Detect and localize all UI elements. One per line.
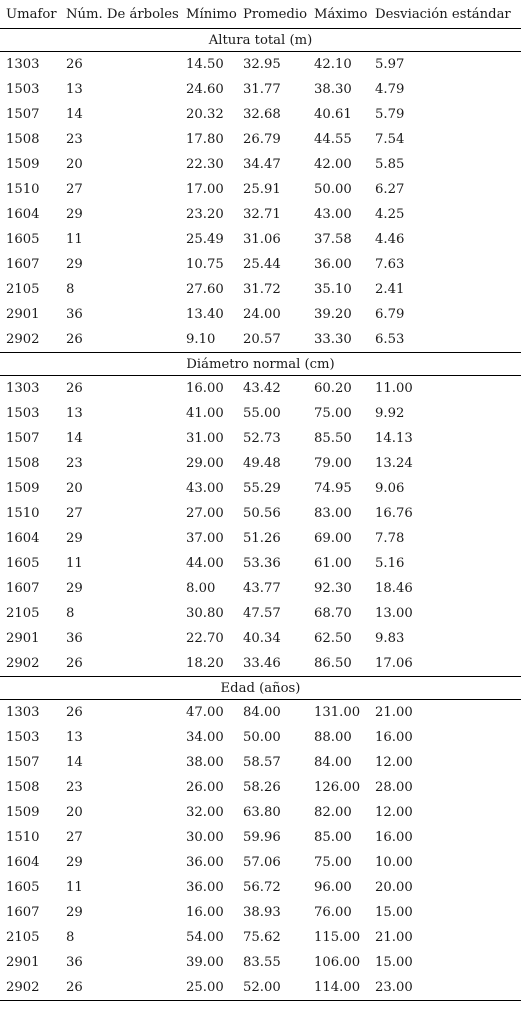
desviacion-cell: 21.00 [375, 705, 413, 720]
table-row [0, 52, 521, 78]
maximo-cell: 88.00 [314, 730, 352, 745]
section-title: Edad (años) [0, 677, 521, 700]
desviacion-cell: 12.00 [375, 805, 413, 820]
umafor-cell: 1503 [6, 406, 40, 421]
minimo-cell: 17.00 [186, 182, 224, 197]
umafor-cell: 1605 [6, 880, 40, 895]
table-row [0, 850, 521, 875]
num-arboles-cell: 36 [66, 631, 83, 646]
num-arboles-cell: 26 [66, 975, 186, 1001]
desviacion-cell: 5.16 [375, 556, 405, 571]
maximo-cell: 92.30 [314, 581, 352, 596]
promedio-cell: 33.46 [243, 651, 314, 677]
minimo-cell: 16.00 [186, 905, 224, 920]
column-header-num-arboles: Núm. De árboles [66, 0, 186, 29]
minimo-cell: 36.00 [186, 880, 224, 895]
maximo-cell: 131.00 [314, 705, 361, 720]
maximo-cell: 61.00 [314, 556, 352, 571]
column-header-desviacion: Desviación estándar [375, 0, 521, 29]
table-row [0, 77, 521, 102]
num-arboles-cell: 26 [66, 651, 186, 677]
umafor-cell: 2105 [6, 606, 40, 621]
maximo-cell: 36.00 [314, 257, 352, 272]
table-row [0, 451, 521, 476]
minimo-cell: 23.20 [186, 207, 224, 222]
promedio-cell: 31.77 [243, 82, 281, 97]
minimo-cell: 22.70 [186, 631, 224, 646]
header-row [0, 0, 521, 29]
desviacion-cell: 14.13 [375, 431, 413, 446]
table-row [0, 177, 521, 202]
desviacion-cell: 9.92 [375, 406, 405, 421]
promedio-cell: 25.91 [243, 182, 281, 197]
num-arboles-cell: 27 [66, 506, 83, 521]
table-row [0, 576, 521, 601]
umafor-cell: 1303 [6, 705, 40, 720]
maximo-cell: 115.00 [314, 930, 361, 945]
maximo-cell: 84.00 [314, 755, 352, 770]
maximo-cell: 85.50 [314, 431, 352, 446]
desviacion-cell: 11.00 [375, 381, 413, 396]
minimo-cell: 22.30 [186, 157, 224, 172]
num-arboles-cell: 29 [66, 531, 83, 546]
minimo-cell: 20.32 [186, 107, 224, 122]
umafor-cell: 1503 [6, 82, 40, 97]
table-body [0, 29, 521, 1001]
maximo-cell: 86.50 [314, 651, 375, 677]
promedio-cell: 20.57 [243, 327, 314, 353]
table-row [0, 152, 521, 177]
umafor-cell: 1510 [6, 830, 40, 845]
desviacion-cell: 7.63 [375, 257, 405, 272]
desviacion-cell: 23.00 [375, 975, 521, 1001]
umafor-cell: 1508 [6, 780, 40, 795]
promedio-cell: 24.00 [243, 307, 281, 322]
umafor-cell: 1503 [6, 730, 40, 745]
table-row [0, 252, 521, 277]
table-row [0, 376, 521, 402]
maximo-cell: 33.30 [314, 327, 375, 353]
promedio-cell: 55.00 [243, 406, 281, 421]
section-title: Diámetro normal (cm) [0, 353, 521, 376]
minimo-cell: 44.00 [186, 556, 224, 571]
maximo-cell: 106.00 [314, 955, 361, 970]
promedio-cell: 43.77 [243, 581, 281, 596]
column-header-maximo: Máximo [314, 0, 375, 29]
table-row [0, 476, 521, 501]
maximo-cell: 82.00 [314, 805, 352, 820]
table-row [0, 227, 521, 252]
umafor-cell: 1605 [6, 232, 40, 247]
num-arboles-cell: 29 [66, 581, 83, 596]
umafor-cell: 1508 [6, 456, 40, 471]
maximo-cell: 75.00 [314, 406, 352, 421]
minimo-cell: 25.00 [186, 975, 243, 1001]
desviacion-cell: 16.76 [375, 506, 413, 521]
num-arboles-cell: 36 [66, 307, 83, 322]
desviacion-cell: 4.25 [375, 207, 405, 222]
maximo-cell: 74.95 [314, 481, 352, 496]
minimo-cell: 54.00 [186, 930, 224, 945]
num-arboles-cell: 14 [66, 431, 83, 446]
minimo-cell: 27.00 [186, 506, 224, 521]
promedio-cell: 38.93 [243, 905, 281, 920]
maximo-cell: 42.10 [314, 57, 352, 72]
umafor-cell: 1510 [6, 182, 40, 197]
umafor-cell: 1605 [6, 556, 40, 571]
maximo-cell: 35.10 [314, 282, 352, 297]
maximo-cell: 42.00 [314, 157, 352, 172]
table-row [0, 277, 521, 302]
promedio-cell: 25.44 [243, 257, 281, 272]
desviacion-cell: 16.00 [375, 830, 413, 845]
umafor-cell: 1509 [6, 805, 40, 820]
promedio-cell: 58.57 [243, 755, 281, 770]
promedio-cell: 50.00 [243, 730, 281, 745]
section-header-row [0, 353, 521, 376]
table-row [0, 975, 521, 1001]
section-header-row [0, 29, 521, 52]
column-header-minimo: Mínimo [186, 0, 243, 29]
minimo-cell: 32.00 [186, 805, 224, 820]
umafor-cell: 1507 [6, 755, 40, 770]
promedio-cell: 84.00 [243, 705, 281, 720]
promedio-cell: 32.95 [243, 57, 281, 72]
minimo-cell: 39.00 [186, 955, 224, 970]
maximo-cell: 50.00 [314, 182, 352, 197]
num-arboles-cell: 11 [66, 880, 83, 895]
promedio-cell: 56.72 [243, 880, 281, 895]
num-arboles-cell: 11 [66, 232, 83, 247]
num-arboles-cell: 8 [66, 282, 75, 297]
column-header-promedio: Promedio [243, 0, 314, 29]
column-header-umafor: Umafor [0, 0, 66, 29]
table-row [0, 775, 521, 800]
num-arboles-cell: 29 [66, 207, 83, 222]
umafor-cell: 2901 [6, 955, 40, 970]
maximo-cell: 79.00 [314, 456, 352, 471]
table-row [0, 700, 521, 726]
minimo-cell: 14.50 [186, 57, 224, 72]
promedio-cell: 52.00 [243, 975, 314, 1001]
minimo-cell: 37.00 [186, 531, 224, 546]
table-row [0, 875, 521, 900]
umafor-cell: 1607 [6, 257, 40, 272]
section-header-row [0, 677, 521, 700]
num-arboles-cell: 13 [66, 82, 83, 97]
maximo-cell: 126.00 [314, 780, 361, 795]
umafor-cell: 1507 [6, 431, 40, 446]
umafor-cell: 1303 [6, 381, 40, 396]
desviacion-cell: 16.00 [375, 730, 413, 745]
maximo-cell: 69.00 [314, 531, 352, 546]
promedio-cell: 51.26 [243, 531, 281, 546]
minimo-cell: 31.00 [186, 431, 224, 446]
promedio-cell: 32.71 [243, 207, 281, 222]
minimo-cell: 9.10 [186, 327, 243, 353]
table-row [0, 302, 521, 327]
table-row [0, 551, 521, 576]
promedio-cell: 50.56 [243, 506, 281, 521]
desviacion-cell: 6.79 [375, 307, 405, 322]
table-row [0, 426, 521, 451]
table-row [0, 102, 521, 127]
umafor-cell: 1508 [6, 132, 40, 147]
promedio-cell: 57.06 [243, 855, 281, 870]
minimo-cell: 18.20 [186, 651, 243, 677]
minimo-cell: 25.49 [186, 232, 224, 247]
table-row [0, 401, 521, 426]
promedio-cell: 34.47 [243, 157, 281, 172]
desviacion-cell: 20.00 [375, 880, 413, 895]
table-row [0, 950, 521, 975]
umafor-cell: 1604 [6, 855, 40, 870]
maximo-cell: 83.00 [314, 506, 352, 521]
promedio-cell: 59.96 [243, 830, 281, 845]
num-arboles-cell: 23 [66, 456, 83, 471]
desviacion-cell: 15.00 [375, 955, 413, 970]
desviacion-cell: 2.41 [375, 282, 405, 297]
table-row [0, 202, 521, 227]
maximo-cell: 114.00 [314, 975, 375, 1001]
desviacion-cell: 5.79 [375, 107, 405, 122]
table-row [0, 725, 521, 750]
promedio-cell: 49.48 [243, 456, 281, 471]
desviacion-cell: 13.24 [375, 456, 413, 471]
desviacion-cell: 9.83 [375, 631, 405, 646]
maximo-cell: 39.20 [314, 307, 352, 322]
umafor-cell: 1604 [6, 207, 40, 222]
maximo-cell: 38.30 [314, 82, 352, 97]
table-row [0, 601, 521, 626]
num-arboles-cell: 20 [66, 481, 83, 496]
num-arboles-cell: 8 [66, 930, 75, 945]
maximo-cell: 37.58 [314, 232, 352, 247]
maximo-cell: 40.61 [314, 107, 352, 122]
desviacion-cell: 5.97 [375, 57, 405, 72]
num-arboles-cell: 26 [66, 381, 83, 396]
umafor-cell: 2901 [6, 307, 40, 322]
table-row [0, 327, 521, 353]
minimo-cell: 24.60 [186, 82, 224, 97]
minimo-cell: 30.80 [186, 606, 224, 621]
promedio-cell: 55.29 [243, 481, 281, 496]
desviacion-cell: 6.53 [375, 327, 521, 353]
promedio-cell: 47.57 [243, 606, 281, 621]
promedio-cell: 53.36 [243, 556, 281, 571]
promedio-cell: 75.62 [243, 930, 281, 945]
desviacion-cell: 7.78 [375, 531, 405, 546]
maximo-cell: 62.50 [314, 631, 352, 646]
promedio-cell: 31.06 [243, 232, 281, 247]
num-arboles-cell: 13 [66, 406, 83, 421]
num-arboles-cell: 13 [66, 730, 83, 745]
umafor-cell: 2105 [6, 282, 40, 297]
num-arboles-cell: 23 [66, 780, 83, 795]
umafor-cell: 1507 [6, 107, 40, 122]
table-row [0, 925, 521, 950]
umafor-cell: 1607 [6, 905, 40, 920]
umafor-cell: 2901 [6, 631, 40, 646]
minimo-cell: 16.00 [186, 381, 224, 396]
table-row [0, 127, 521, 152]
maximo-cell: 76.00 [314, 905, 352, 920]
minimo-cell: 10.75 [186, 257, 224, 272]
maximo-cell: 68.70 [314, 606, 352, 621]
maximo-cell: 96.00 [314, 880, 352, 895]
table-row [0, 800, 521, 825]
num-arboles-cell: 27 [66, 182, 83, 197]
desviacion-cell: 17.06 [375, 651, 521, 677]
promedio-cell: 31.72 [243, 282, 281, 297]
umafor-cell: 1510 [6, 506, 40, 521]
desviacion-cell: 28.00 [375, 780, 413, 795]
umafor-cell: 1604 [6, 531, 40, 546]
desviacion-cell: 4.79 [375, 82, 405, 97]
minimo-cell: 34.00 [186, 730, 224, 745]
desviacion-cell: 9.06 [375, 481, 405, 496]
maximo-cell: 60.20 [314, 381, 352, 396]
minimo-cell: 38.00 [186, 755, 224, 770]
umafor-cell: 1509 [6, 157, 40, 172]
promedio-cell: 40.34 [243, 631, 281, 646]
umafor-cell: 2902 [0, 975, 66, 1001]
desviacion-cell: 15.00 [375, 905, 413, 920]
table-row [0, 750, 521, 775]
desviacion-cell: 6.27 [375, 182, 405, 197]
table-row [0, 900, 521, 925]
minimo-cell: 29.00 [186, 456, 224, 471]
num-arboles-cell: 29 [66, 905, 83, 920]
promedio-cell: 43.42 [243, 381, 281, 396]
minimo-cell: 36.00 [186, 855, 224, 870]
umafor-cell: 2105 [6, 930, 40, 945]
umafor-cell: 2902 [0, 651, 66, 677]
num-arboles-cell: 8 [66, 606, 75, 621]
promedio-cell: 83.55 [243, 955, 281, 970]
umafor-cell: 2902 [0, 327, 66, 353]
num-arboles-cell: 26 [66, 57, 83, 72]
promedio-cell: 32.68 [243, 107, 281, 122]
desviacion-cell: 4.46 [375, 232, 405, 247]
desviacion-cell: 7.54 [375, 132, 405, 147]
maximo-cell: 43.00 [314, 207, 352, 222]
minimo-cell: 17.80 [186, 132, 224, 147]
umafor-cell: 1607 [6, 581, 40, 596]
table-row [0, 501, 521, 526]
num-arboles-cell: 36 [66, 955, 83, 970]
desviacion-cell: 18.46 [375, 581, 413, 596]
minimo-cell: 43.00 [186, 481, 224, 496]
desviacion-cell: 10.00 [375, 855, 413, 870]
num-arboles-cell: 26 [66, 327, 186, 353]
num-arboles-cell: 14 [66, 107, 83, 122]
desviacion-cell: 13.00 [375, 606, 413, 621]
umafor-cell: 1509 [6, 481, 40, 496]
table-row [0, 626, 521, 651]
table-row [0, 526, 521, 551]
table-header [0, 0, 521, 29]
num-arboles-cell: 29 [66, 855, 83, 870]
minimo-cell: 26.00 [186, 780, 224, 795]
num-arboles-cell: 26 [66, 705, 83, 720]
minimo-cell: 13.40 [186, 307, 224, 322]
maximo-cell: 75.00 [314, 855, 352, 870]
desviacion-cell: 12.00 [375, 755, 413, 770]
promedio-cell: 52.73 [243, 431, 281, 446]
minimo-cell: 41.00 [186, 406, 224, 421]
section-title: Altura total (m) [0, 29, 521, 52]
minimo-cell: 8.00 [186, 581, 216, 596]
num-arboles-cell: 20 [66, 805, 83, 820]
promedio-cell: 63.80 [243, 805, 281, 820]
num-arboles-cell: 20 [66, 157, 83, 172]
minimo-cell: 30.00 [186, 830, 224, 845]
maximo-cell: 85.00 [314, 830, 352, 845]
promedio-cell: 58.26 [243, 780, 281, 795]
table-row [0, 651, 521, 677]
num-arboles-cell: 14 [66, 755, 83, 770]
desviacion-cell: 21.00 [375, 930, 413, 945]
num-arboles-cell: 29 [66, 257, 83, 272]
num-arboles-cell: 23 [66, 132, 83, 147]
table-row [0, 825, 521, 850]
num-arboles-cell: 27 [66, 830, 83, 845]
minimo-cell: 47.00 [186, 705, 224, 720]
desviacion-cell: 5.85 [375, 157, 405, 172]
umafor-cell: 1303 [6, 57, 40, 72]
minimo-cell: 27.60 [186, 282, 224, 297]
num-arboles-cell: 11 [66, 556, 83, 571]
maximo-cell: 44.55 [314, 132, 352, 147]
promedio-cell: 26.79 [243, 132, 281, 147]
